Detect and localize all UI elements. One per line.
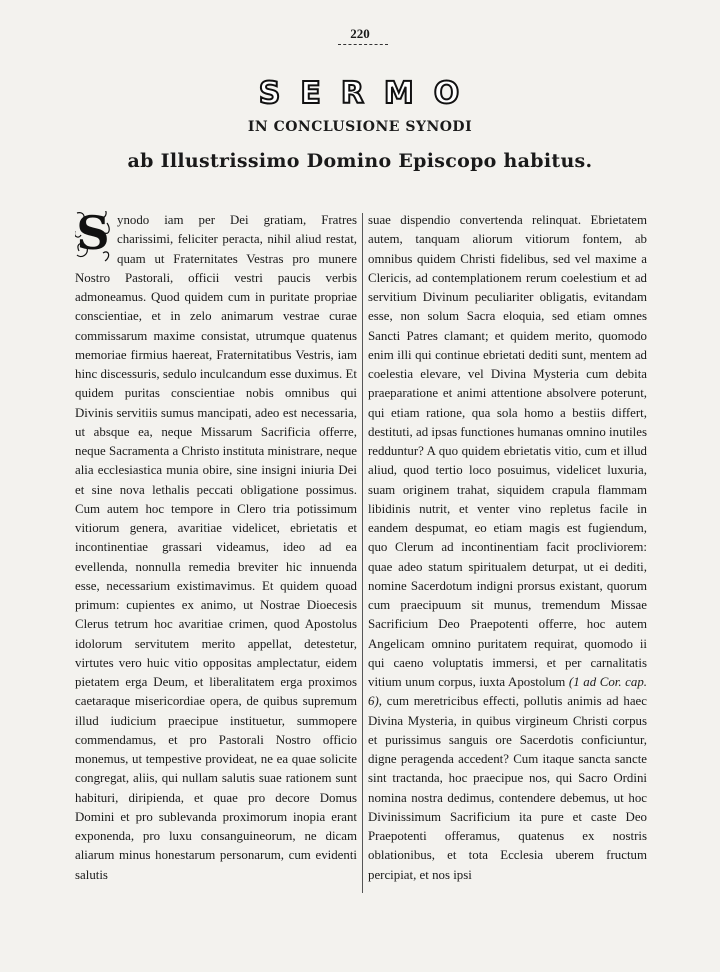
right-column-text-1: suae dispendio convertenda relinquat. Ebrietatem autem, tanquam aliorum vitiorum fontem, ab omnibus quidem Christi fidelibus, sed vel maxime a Clericis, ad contemplationem rerum coelestium et ad servitium Divinum peculiariter obligatis, evitandam esse, non solum Sacra eloquia, sed etiam omnes Sancti Patres clamant; et quidem merito, quomodo enim illi qui continue ebrietati dediti sunt, mentem ad coelestia elevare, vel Divina Mysteria cum debita praeparatione et animi attentione absolvere poterunt, qui etiam ratione, qua sola homo a bestiis differt, destituti, ad ipsas functiones humanas omnino inutiles redduntur? A quo quidem ebrietatis vitio, cum et illud aliud, quod tertio loco posuimus, videlicet luxuria, suam originem trahat, siquidem crapula flammam libidinis nutrit, et venter vino repletus facile in eandem despumat, eo etiam magis est fugiendum, quo Clerum ad incontinentiam facit procliviorem: quae adeo statum spiritualem deturpat, ut ei dediti, nomine Sacerdotum indigni prorsus existant, quorum cum praecipuum sit munus, tremendum Missae Sacrificium Deo Praepotenti offerre, hoc autem Angelicam omnino puritatem requirat, quomodo ii qui caeno voluptatis immersi, et per carnalitatis vitium unum corpus, iuxta Apostolum [368, 213, 647, 689]
sermon-attribution: ab Illustrissimo Domino Episcopo habitus. [127, 150, 593, 172]
drop-cap-letter: S [76, 211, 110, 260]
column-divider [362, 213, 363, 893]
sermon-subtitle: IN CONCLUSIONE SYNODI [247, 119, 473, 135]
right-column-text-2: , cum meretricibus effecti, pollutis animis ad haec Divina Mysteria, in quibus virgineum Christi corpus et purissimus sanguis ore Sacerdotis conficiuntur, digne peragenda accedent? Cum itaque sancta sancte sint tractanda, hoc praecipue nos, qui Sacro Ordini nomina nostra dedimus, contendere debemus, ut hoc Divinissimum Sacrificium ita pure et caste Deo Praepotenti offeramus, quatenus ex nostris oblationibus, et tota Ecclesia uberem fructum percipiat, et nos ipsi [368, 694, 647, 882]
text-column-left [75, 211, 357, 896]
page-number-rule [338, 44, 388, 45]
page-number: 220 [350, 26, 370, 41]
sermon-title: SERMO [258, 76, 480, 111]
scripture-citation: (1 ad Cor. cap. 6) [368, 675, 647, 709]
ornamental-drop-cap-icon [75, 211, 113, 263]
text-column-right [368, 211, 647, 896]
left-column-text: ynodo iam per Dei gratiam, Fratres charissimi, feliciter peracta, nihil aliud restat, quam ut Fraternitates Vestras pro munere Nostro Pastorali, officii vestri paucis verbis admoneamus. Quod quidem cum in puritate propriae conscientiae, et in zelo animarum vestrae curae commissarum maxime consistat, utrumque quatenus memoriae firmius haereat, Fraternitatibus Vestris, iam hinc discessuris, sedulo inculcandum esse duximus. Et quidem puritas conscientiae nobis omnibus qui Divinis servitiis sumus mancipati, adeo est necessaria, ut absque ea, neque Missarum Sacrificia offerre, neque Sacramenta a Christo instituta ministrare, neque alia ecclesiastica munia obire, sine insigni iniuria Dei et sine nova lethalis peccati obligatione possimus. Cum autem hoc tempore in Clero tria potissimum vitiorum genera, avaritiae videlicet, ebrietatis et incontinentiae grassari videamus, ideo ad ea evellenda, nonnulla remedia breviter hic innuenda esse, necessarium existimavimus. Et quidem quoad primum: cupientes ex animo, ut Nostrae Dioecesis Clerus tetrum hoc avaritiae crimen, quod Apostolus idolorum servitutem merito appellat, detestetur, virtutes vero huic vitio oppositas amplectatur, eidem pietatem erga Deum, et liberalitatem erga proximos caetaraque misericordiae opera, de quibus supremum illud iudicium praecipue instituetur, summopere commendamus, et pro Pastorali Nostro officio monemus, ut tempestive provideat, ne ea quae solicite congregat, aliis, qui nullam salutis suae rationem sunt habituri, diripienda, et quae pro decore Domus Domini et pro sublevanda proximorum inopia erant exponenda, pro luxu consanguineorum, ne dicam aliarum minus honestarum personarum, cum evidenti salutis [75, 213, 357, 882]
